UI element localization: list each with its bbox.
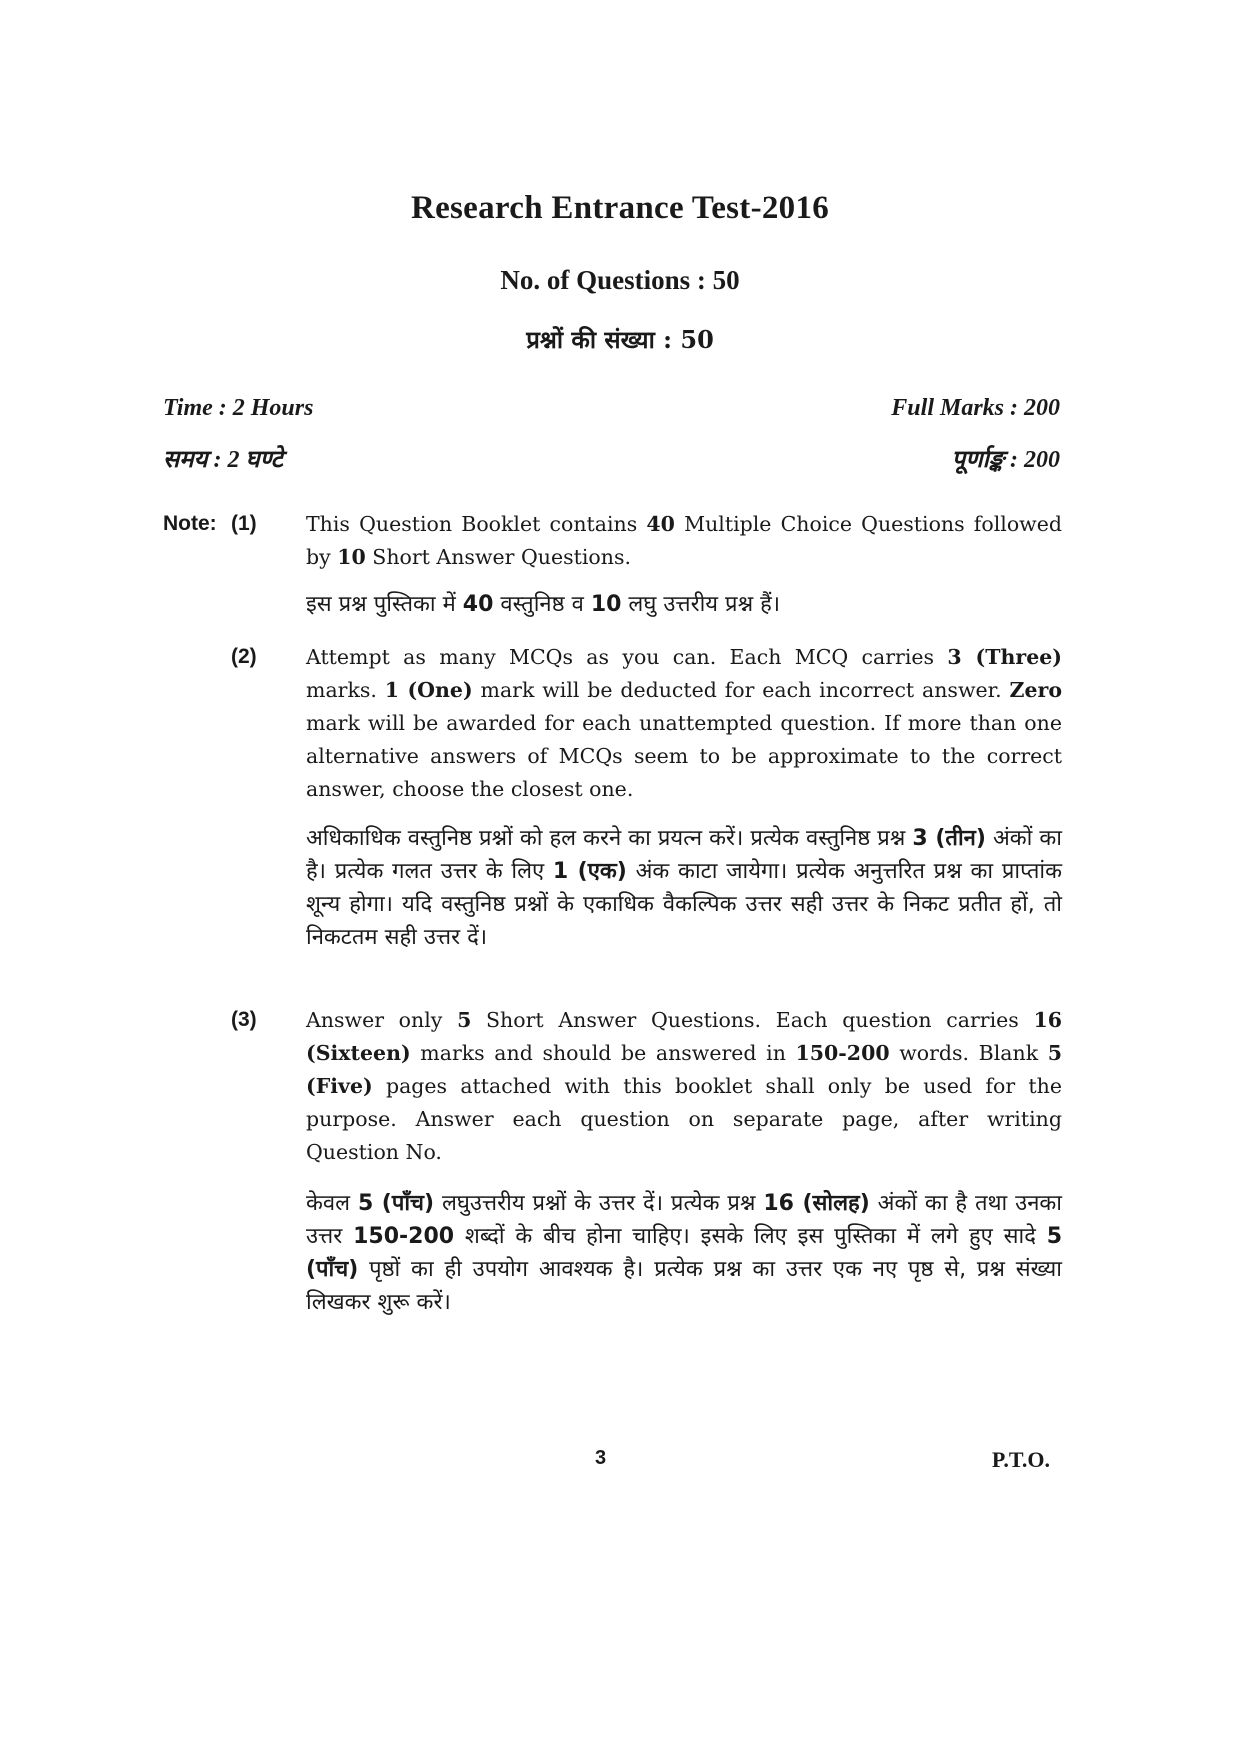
note-item-number-3: (3) xyxy=(231,1008,257,1031)
full-marks-hindi: पूर्णाङ्क : 200 xyxy=(951,447,1060,473)
note-item-2-hindi: अधिकाधिक वस्तुनिष्ठ प्रश्नों को हल करने का प्रयत्न करें। प्रत्येक वस्तुनिष्ठ प्रश्न 3 (तीन) अंकों का है। प्रत्येक गलत उत्तर के लिए 1 (एक) अंक काटा जायेगा। प्रत्येक अनुत्तरित प्रश्न का प्राप्तांक शून्य होगा। यदि वस्तुनिष्ठ प्रश्नों के एकाधिक वैकल्पिक उत्तर सही उत्तर के निकट प्रतीत हों, तो निकटतम सही उत्तर दें। xyxy=(306,826,1063,950)
note-item-number-2: (2) xyxy=(231,645,257,668)
time-english: Time : 2 Hours xyxy=(163,395,314,421)
note-item-1-english: This Question Booklet contains 40 Multiple Choice Questions followed by 10 Short Answer Questions. xyxy=(306,512,1062,569)
question-count-english: No. of Questions : 50 xyxy=(500,265,740,295)
note-item-number-1: (1) xyxy=(231,512,257,535)
note-item-3-english: Answer only 5 Short Answer Questions. Each question carries 16 (Sixteen) marks and should be answered in 150-200 words. Blank 5 (Five) pages attached with this booklet shall only be used for the purpose. Answer each question on separate page, after writing Question No. xyxy=(306,1008,1062,1164)
note-item-3-hindi: केवल 5 (पाँच) लघुउत्तरीय प्रश्नों के उत्तर दें। प्रत्येक प्रश्न 16 (सोलह) अंकों का है तथा उनका उत्तर 150-200 शब्दों के बीच होना चाहिए। इसके लिए इस पुस्तिका में लगे हुए सादे 5 (पाँच) पृष्ठों का ही उपयोग आवश्यक है। प्रत्येक प्रश्न का उत्तर एक नए पृष्ठ से, प्रश्न संख्या लिखकर शुरू करें। xyxy=(306,1191,1063,1315)
page-title: Research Entrance Test-2016 xyxy=(410,190,830,226)
note-item-1-hindi: इस प्रश्न पुस्तिका में 40 वस्तुनिष्ठ व 10 लघु उत्तरीय प्रश्न हैं। xyxy=(306,592,781,617)
full-marks-english: Full Marks : 200 xyxy=(891,395,1060,421)
please-turn-over: P.T.O. xyxy=(991,1447,1050,1472)
note-label: Note: xyxy=(163,512,217,535)
note-item-2-english: Attempt as many MCQs as you can. Each MCQ carries 3 (Three) marks. 1 (One) mark will be deducted for each incorrect answer. Zero mark will be awarded for each unattempted question. If more than one alternative answers of MCQs seem to be approximate to the correct answer, choose the closest one. xyxy=(306,645,1062,801)
question-count-hindi: प्रश्नों की संख्या : 50 xyxy=(526,325,714,354)
time-hindi: समय : 2 घण्टे xyxy=(163,447,283,473)
page-number: 3 xyxy=(595,1447,607,1469)
